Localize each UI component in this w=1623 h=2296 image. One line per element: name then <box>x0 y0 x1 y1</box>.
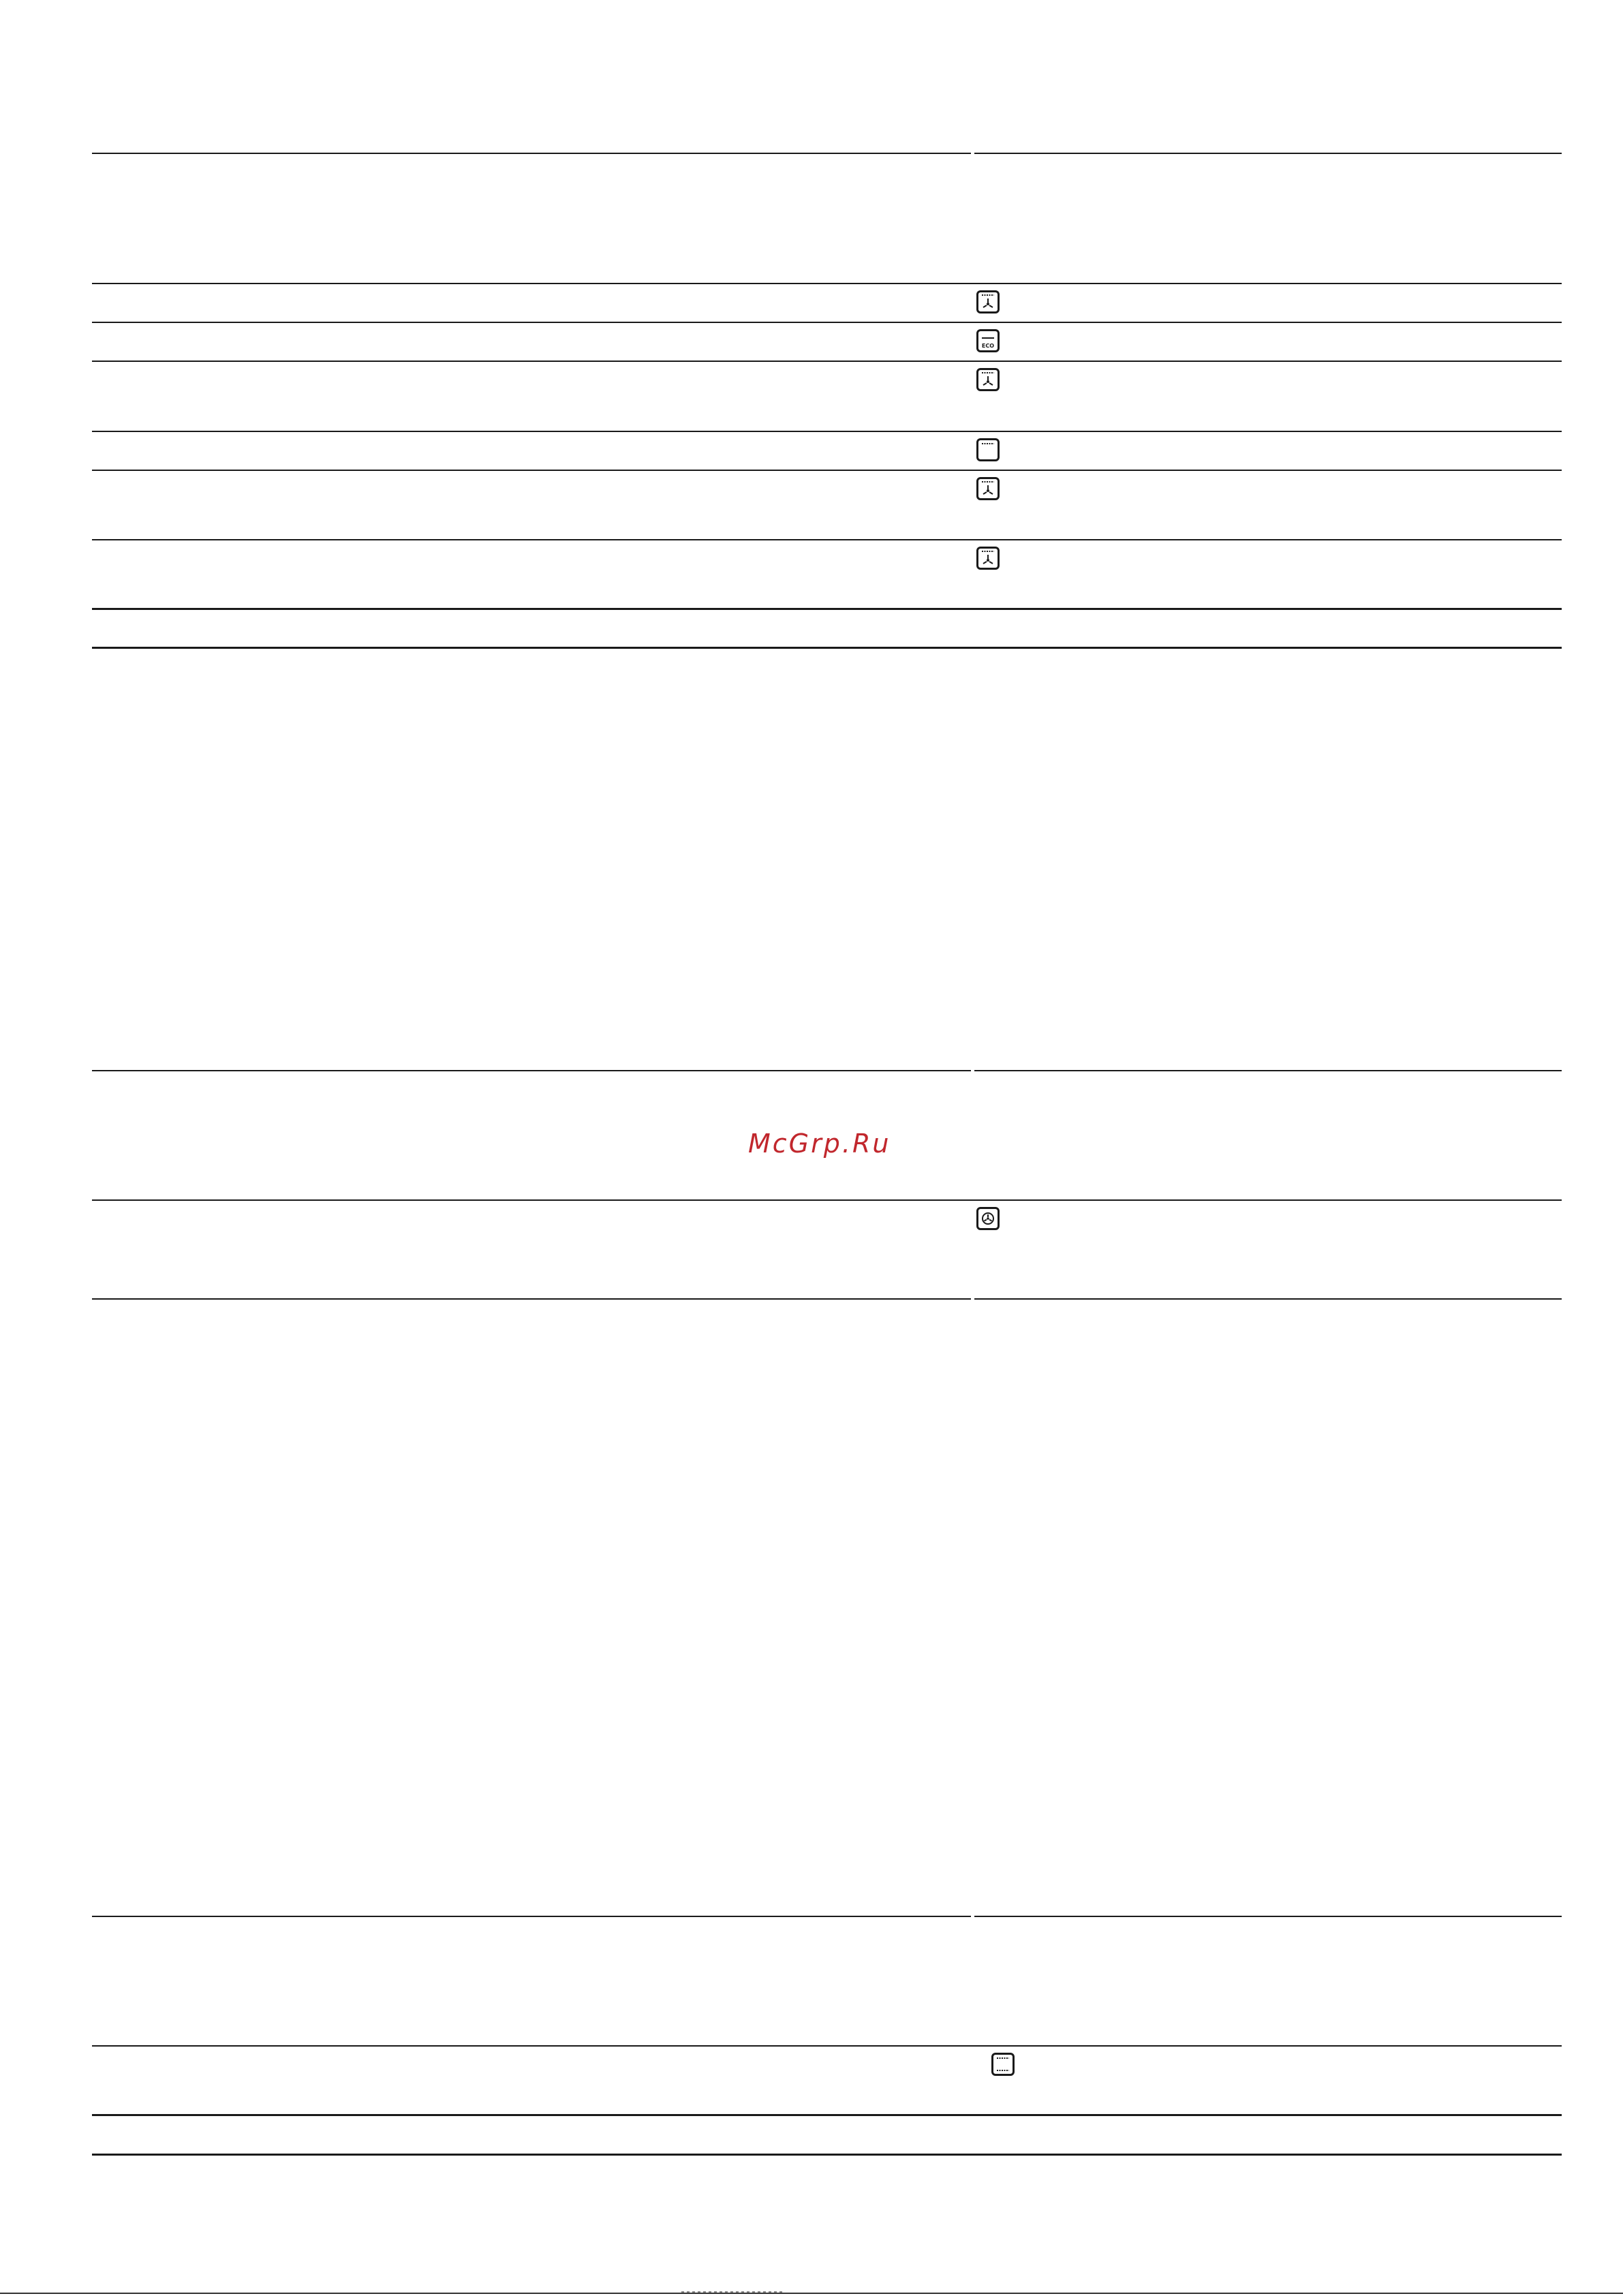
eco-heat-icon <box>976 329 1000 352</box>
table-rule <box>92 322 1562 323</box>
table-rule <box>974 1070 1562 1071</box>
table-rule <box>92 361 1562 362</box>
table-rule <box>92 1298 971 1300</box>
table-rule <box>92 431 1562 432</box>
fan-grill-icon <box>976 547 1000 570</box>
fan-grill-icon <box>976 477 1000 500</box>
table-rule <box>92 1199 1562 1201</box>
table-rule <box>92 2154 1562 2156</box>
top-bottom-heat-icon <box>991 2053 1015 2076</box>
table-rule <box>92 2045 1562 2047</box>
svg-text:ECO: ECO <box>981 343 995 349</box>
hot-air-fan-icon <box>976 1207 1000 1230</box>
table-rule <box>92 153 971 154</box>
table-rule <box>974 1916 1562 1917</box>
table-rule <box>92 283 1562 284</box>
page-edge <box>0 2293 1623 2294</box>
table-rule <box>974 1298 1562 1300</box>
table-rule <box>974 153 1562 154</box>
table-rule <box>92 2114 1562 2116</box>
fan-grill-icon <box>976 368 1000 391</box>
fan-grill-icon <box>976 290 1000 313</box>
table-rule <box>92 1916 971 1917</box>
table-rule <box>92 539 1562 540</box>
table-rule <box>92 1070 971 1071</box>
table-rule <box>92 647 1562 649</box>
watermark: McGrp.Ru <box>748 1129 891 1159</box>
table-rule <box>92 608 1562 610</box>
table-rule <box>92 470 1562 471</box>
top-heat-icon <box>976 438 1000 461</box>
